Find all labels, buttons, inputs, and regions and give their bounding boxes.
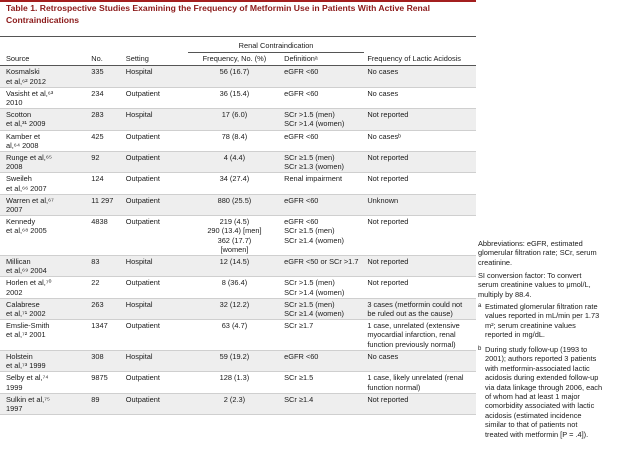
source-line: Kennedy (6, 217, 36, 227)
frequency-line: 34 (27.4) (219, 174, 250, 184)
table-row (0, 194, 476, 215)
source-line: 2007 (6, 205, 23, 215)
footnote-b-line: acidosis (estimated incidence (485, 410, 582, 420)
footnote-b-line: via data linkage through 2006, each (485, 382, 603, 392)
cell-source (0, 216, 88, 256)
cell-frequency (188, 130, 281, 151)
cell-no: 124 (88, 173, 123, 194)
source-line: Warren et al,⁶⁷ (6, 195, 54, 205)
lactic-acidosis-line: Not reported (367, 153, 409, 163)
source-line: Selby et al,⁷⁴ (6, 373, 49, 383)
cell-no: 283 (88, 109, 123, 130)
frequency-line: 362 (17.7) (217, 235, 252, 245)
source-line: et al,⁶² 2012 (6, 76, 47, 86)
definition-line: SCr ≥1.4 (284, 394, 314, 404)
source-line: et al,⁶⁶ 2007 (6, 183, 47, 193)
footnote-b-line: treated with metformin [P = .4]). (485, 429, 589, 439)
source-line: Scotton (6, 110, 32, 120)
footnote-a (478, 302, 620, 340)
table-title: Table 1. Retrospective Studies Examining the Frequency of Metformin Use in Patients With Active Renal Contraindications (6, 3, 430, 25)
source-line: Kamber et (6, 131, 41, 141)
lactic-acidosis-line: No cases (367, 88, 399, 98)
cell-setting: Outpatient (123, 320, 188, 351)
frequency-line: 880 (25.5) (217, 195, 252, 205)
renal-contraindication-header: Renal Contraindication (188, 37, 365, 53)
cell-definition (281, 298, 364, 319)
cell-lactic-acidosis (364, 256, 476, 277)
lactic-acidosis-line: No casesᵇ (367, 131, 401, 141)
footnote-b-line: of whom had at least 1 major (485, 392, 580, 402)
table-row (0, 87, 476, 108)
table-row (0, 350, 476, 371)
cell-lactic-acidosis (364, 298, 476, 319)
source-line: 2002 (6, 287, 23, 297)
cell-setting: Outpatient (123, 372, 188, 393)
source-line: Kosmalski (6, 67, 40, 77)
definition-line: SCr >1.4 (women) (284, 287, 345, 297)
cell-frequency (188, 256, 281, 277)
cell-lactic-acidosis (364, 372, 476, 393)
definition-line: SCr ≥1.4 (women) (284, 235, 345, 245)
cell-frequency (188, 152, 281, 173)
lactic-acidosis-line: function previously normal) (367, 339, 456, 349)
cell-lactic-acidosis (364, 66, 476, 87)
cell-lactic-acidosis (364, 277, 476, 298)
col-header-no: No. (88, 53, 123, 66)
cell-frequency (188, 194, 281, 215)
definition-line: SCr ≥1.4 (women) (284, 309, 345, 319)
cell-no: 4838 (88, 216, 123, 256)
abbreviations-note (478, 239, 620, 267)
cell-definition (281, 216, 364, 256)
cell-definition (281, 372, 364, 393)
definition-line: eGFR <60 (284, 131, 319, 141)
source-line: al,⁶⁴ 2008 (6, 140, 39, 150)
source-line: Sweileh (6, 174, 32, 184)
definition-line: Renal impairment (284, 174, 343, 184)
source-line: et al,³¹ 2009 (6, 119, 46, 129)
col-header-frequency: Frequency, No. (%) (188, 53, 281, 66)
cell-source (0, 298, 88, 319)
source-line: Horlen et al,⁷⁰ (6, 278, 52, 288)
cell-no: 335 (88, 66, 123, 87)
lactic-acidosis-line: myocardial infarction, renal (367, 330, 456, 340)
cell-setting: Outpatient (123, 277, 188, 298)
cell-no: 308 (88, 350, 123, 371)
cell-frequency (188, 173, 281, 194)
lactic-acidosis-line: No cases (367, 67, 399, 77)
definition-line: SCr >1.4 (women) (284, 119, 345, 129)
cell-no: 22 (88, 277, 123, 298)
cell-frequency (188, 298, 281, 319)
cell-definition (281, 350, 364, 371)
frequency-line: [women] (220, 244, 249, 254)
cell-definition (281, 393, 364, 414)
footnote-a-marker: a (478, 303, 482, 309)
cell-setting: Outpatient (123, 194, 188, 215)
lactic-acidosis-line: No cases (367, 351, 399, 361)
source-line: et al,⁶⁸ 2005 (6, 226, 47, 236)
cell-definition (281, 152, 364, 173)
table-row (0, 216, 476, 256)
cell-no: 1347 (88, 320, 123, 351)
cell-definition (281, 194, 364, 215)
cell-setting: Outpatient (123, 152, 188, 173)
frequency-line: 219 (4.5) (219, 217, 250, 227)
lactic-acidosis-line: Not reported (367, 394, 409, 404)
source-line: Vasisht et al,⁶³ (6, 88, 54, 98)
source-line: Emslie-Smith (6, 321, 50, 331)
col-header-lactic-acidosis: Frequency of Lactic Acidosis (364, 53, 476, 66)
footnote-a-line: reported in mg/dL. (485, 330, 545, 340)
frequency-line: 4 (4.4) (223, 153, 246, 163)
cell-definition (281, 109, 364, 130)
cell-lactic-acidosis (364, 87, 476, 108)
source-line: Runge et al,⁶⁵ (6, 153, 52, 163)
source-line: Holstein (6, 351, 33, 361)
cell-source (0, 152, 88, 173)
cell-frequency (188, 372, 281, 393)
cell-definition (281, 87, 364, 108)
cell-source (0, 130, 88, 151)
cell-source (0, 372, 88, 393)
footnote-a-line: m²; serum creatinine values (485, 320, 576, 330)
definition-line: eGFR <60 (284, 67, 319, 77)
cell-source (0, 66, 88, 87)
cell-source (0, 320, 88, 351)
frequency-line: 59 (19.2) (219, 351, 250, 361)
source-line: 2008 (6, 162, 23, 172)
cell-setting: Hospital (123, 350, 188, 371)
footnote-b-line: acidosis during extended follow-up (485, 373, 599, 383)
cell-frequency (188, 393, 281, 414)
lactic-acidosis-line: 3 cases (metformin could not (367, 299, 463, 309)
cell-setting: Hospital (123, 109, 188, 130)
source-line: et al,⁶⁹ 2004 (6, 266, 47, 276)
cell-source (0, 109, 88, 130)
cell-source (0, 256, 88, 277)
table-row (0, 130, 476, 151)
cell-source (0, 87, 88, 108)
definition-line: SCr ≥1.5 (men) (284, 299, 335, 309)
definition-line: eGFR <60 (284, 88, 319, 98)
cell-frequency (188, 87, 281, 108)
col-header-definition: Definitionᵃ (281, 53, 364, 66)
frequency-line: 78 (8.4) (221, 131, 248, 141)
cell-setting: Hospital (123, 66, 188, 87)
table-row (0, 173, 476, 194)
cell-frequency (188, 320, 281, 351)
cell-no: 425 (88, 130, 123, 151)
cell-setting: Outpatient (123, 393, 188, 414)
cell-setting: Outpatient (123, 216, 188, 256)
footnote-b-marker: b (478, 346, 482, 352)
footnote-b-line: During study follow-up (1993 to (485, 345, 588, 354)
table-row (0, 372, 476, 393)
definition-line: SCr >1.5 (men) (284, 110, 335, 120)
definition-line: SCr ≥1.7 (284, 321, 314, 331)
source-line: 1997 (6, 403, 23, 413)
cell-lactic-acidosis (364, 152, 476, 173)
cell-source (0, 173, 88, 194)
frequency-line: 17 (6.0) (221, 110, 248, 120)
footnote-b-line: with metformin-associated lactic (485, 363, 590, 373)
cell-lactic-acidosis (364, 173, 476, 194)
studies-table (0, 36, 476, 415)
table-row (0, 393, 476, 414)
cell-source (0, 393, 88, 414)
si-conversion-line: multiply by 88.4. (478, 289, 532, 299)
cell-frequency (188, 277, 281, 298)
lactic-acidosis-line: 1 case, unrelated (extensive (367, 321, 460, 331)
abbreviations-line: glomerular filtration rate; SCr, serum (478, 248, 597, 258)
cell-setting: Outpatient (123, 130, 188, 151)
table-row (0, 152, 476, 173)
source-line: et al,⁷³ 1999 (6, 361, 46, 371)
cell-source (0, 350, 88, 371)
footnote-a-line: Estimated glomerular filtration rate (485, 302, 598, 311)
lactic-acidosis-line: Not reported (367, 278, 409, 288)
definition-line: SCr ≥1.5 (men) (284, 153, 335, 163)
cell-definition (281, 277, 364, 298)
definition-line: SCr >1.5 (men) (284, 278, 335, 288)
cell-lactic-acidosis (364, 194, 476, 215)
lactic-acidosis-line: Not reported (367, 257, 409, 267)
source-line: 2010 (6, 98, 23, 108)
lactic-acidosis-line: Not reported (367, 110, 409, 120)
cell-setting: Outpatient (123, 173, 188, 194)
cell-frequency (188, 66, 281, 87)
lactic-acidosis-line: Unknown (367, 195, 399, 205)
cell-setting: Hospital (123, 298, 188, 319)
cell-lactic-acidosis (364, 350, 476, 371)
cell-no: 263 (88, 298, 123, 319)
frequency-line: 128 (1.3) (219, 373, 250, 383)
abbreviations-line: creatinine. (478, 257, 513, 267)
source-line: Calabrese (6, 299, 40, 309)
cell-no: 11 297 (88, 194, 123, 215)
frequency-line: 290 (13.4) [men] (207, 226, 262, 236)
cell-source (0, 194, 88, 215)
definition-line: eGFR <60 (284, 195, 319, 205)
footnote-b-line: similar to that of patients not (485, 420, 578, 430)
frequency-line: 36 (15.4) (219, 88, 250, 98)
si-conversion-line: SI conversion factor: To convert (478, 271, 582, 280)
definition-line: eGFR <60 (284, 351, 319, 361)
frequency-line: 2 (2.3) (223, 394, 246, 404)
source-line: et al,⁷² 2001 (6, 330, 46, 340)
table-row (0, 109, 476, 130)
lactic-acidosis-line: Not reported (367, 174, 409, 184)
source-line: 1999 (6, 382, 23, 392)
cell-frequency (188, 350, 281, 371)
definition-line: eGFR <50 or SCr >1.7 (284, 257, 359, 267)
cell-no: 89 (88, 393, 123, 414)
abbreviations-line: Abbreviations: eGFR, estimated (478, 239, 583, 248)
source-line: Sulkin et al,⁷⁵ (6, 394, 50, 404)
cell-lactic-acidosis (364, 109, 476, 130)
definition-line: eGFR <60 (284, 217, 319, 227)
definition-line: SCr ≥1.3 (women) (284, 162, 345, 172)
col-header-source: Source (0, 53, 88, 66)
title-rule (0, 0, 476, 2)
footnote-b-line: comorbidity associated with lactic (485, 401, 595, 411)
table-row (0, 66, 476, 87)
definition-line: SCr ≥1.5 (284, 373, 314, 383)
cell-source (0, 277, 88, 298)
lactic-acidosis-line: be ruled out as the cause) (367, 309, 453, 319)
cell-definition (281, 130, 364, 151)
cell-no: 234 (88, 87, 123, 108)
cell-lactic-acidosis (364, 393, 476, 414)
cell-lactic-acidosis (364, 320, 476, 351)
cell-definition (281, 173, 364, 194)
cell-frequency (188, 109, 281, 130)
cell-no: 83 (88, 256, 123, 277)
cell-definition (281, 256, 364, 277)
cell-setting: Hospital (123, 256, 188, 277)
frequency-line: 32 (12.2) (219, 299, 250, 309)
footnote-b-line: 2001); authors reported 3 patients (485, 354, 597, 364)
footnote-a-line: values reported in mL/min per 1.73 (485, 311, 600, 321)
cell-no: 92 (88, 152, 123, 173)
footnote-b (478, 345, 620, 439)
cell-lactic-acidosis (364, 216, 476, 256)
cell-frequency (188, 216, 281, 256)
cell-setting: Outpatient (123, 87, 188, 108)
cell-definition (281, 66, 364, 87)
definition-line: SCr ≥1.5 (men) (284, 226, 335, 236)
si-conversion-line: serum creatinine values to μmol/L, (478, 280, 591, 290)
cell-lactic-acidosis (364, 130, 476, 151)
frequency-line: 8 (36.4) (221, 278, 248, 288)
frequency-line: 63 (4.7) (221, 321, 248, 331)
col-header-setting: Setting (123, 53, 188, 66)
cell-definition (281, 320, 364, 351)
frequency-line: 56 (16.7) (219, 67, 250, 77)
si-conversion-note (478, 271, 620, 299)
source-line: Millican (6, 257, 31, 267)
table-row (0, 298, 476, 319)
frequency-line: 12 (14.5) (219, 257, 250, 267)
lactic-acidosis-line: Not reported (367, 217, 409, 227)
lactic-acidosis-line: 1 case, likely unrelated (renal (367, 373, 464, 383)
table-row (0, 277, 476, 298)
table-row (0, 320, 476, 351)
lactic-acidosis-line: function normal) (367, 382, 421, 392)
cell-no: 9875 (88, 372, 123, 393)
table-row (0, 256, 476, 277)
source-line: et al,⁷¹ 2002 (6, 309, 46, 319)
